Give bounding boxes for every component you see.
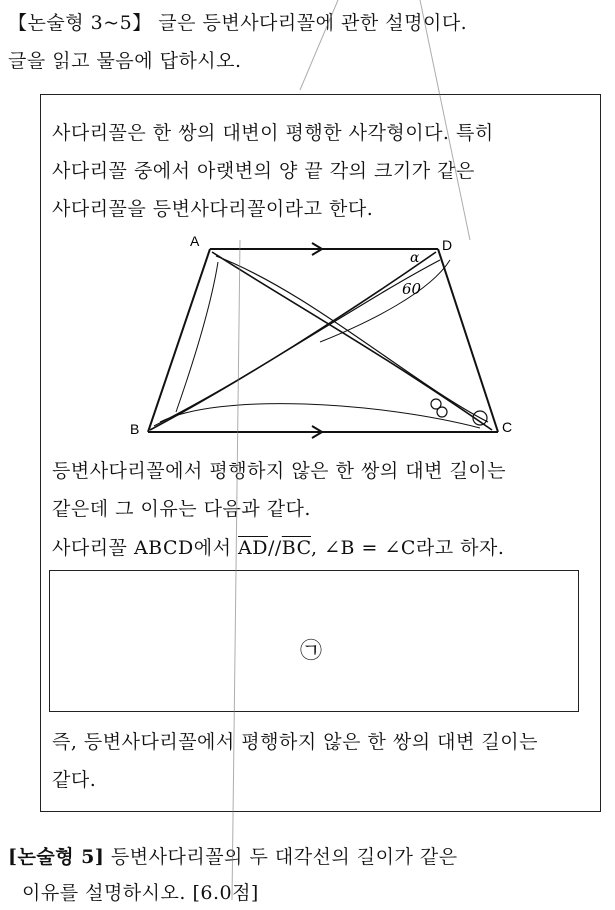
construction-line-right xyxy=(320,260,450,342)
question-text-1: 등변사다리꼴의 두 대각선의 길이가 같은 xyxy=(104,846,458,868)
condition-prefix: 사다리꼴 ABCD에서 xyxy=(52,537,239,559)
segment-bc: $\overline{BC}$ xyxy=(281,537,311,559)
question-line-1 xyxy=(8,842,458,869)
handwritten-alpha: α xyxy=(410,250,420,266)
diagonal-ac xyxy=(212,252,492,430)
segment-ad: $\overline{AD}$ xyxy=(238,537,268,559)
trapezoid-figure xyxy=(120,232,520,447)
blank-mark: ㉠ xyxy=(300,639,323,664)
para2-line-1: 등변사다리꼴에서 평행하지 않은 한 쌍의 대변 길이는 xyxy=(52,460,507,482)
para1-line-1: 사다리꼴은 한 쌍의 대변이 평행한 사각형이다. 특히 xyxy=(52,122,494,144)
handwritten-angle-note: 60 xyxy=(402,280,422,298)
label-c: C xyxy=(502,419,513,435)
para2-line-2: 같은데 그 이유는 다음과 같다. xyxy=(52,498,311,520)
header-line-1: 【논술형 3~5】 글은 등변사다리꼴에 관한 설명이다. xyxy=(8,12,468,34)
question-line-2: 이유를 설명하시오. [6.0점] xyxy=(22,882,259,904)
label-b: B xyxy=(130,421,140,437)
para3-line-1: 즉, 등변사다리꼴에서 평행하지 않은 한 쌍의 대변 길이는 xyxy=(52,731,538,753)
label-a: A xyxy=(190,233,200,249)
question-label: [논술형 5] xyxy=(8,846,105,868)
para3-line-2: 같다. xyxy=(52,769,97,791)
condition-suffix: , ∠B = ∠C라고 하자. xyxy=(310,537,505,559)
para1-line-2: 사다리꼴 중에서 아랫변의 양 끝 각의 크기가 같은 xyxy=(52,160,475,182)
label-d: D xyxy=(442,237,453,253)
header-line-2: 글을 읽고 물음에 답하시오. xyxy=(8,50,242,72)
side-dc xyxy=(438,249,498,432)
condition-line xyxy=(52,533,504,560)
scribble-2 xyxy=(437,407,447,417)
para1-line-3: 사다리꼴을 등변사다리꼴이라고 한다. xyxy=(52,198,374,220)
parallel-symbol: // xyxy=(267,537,282,559)
